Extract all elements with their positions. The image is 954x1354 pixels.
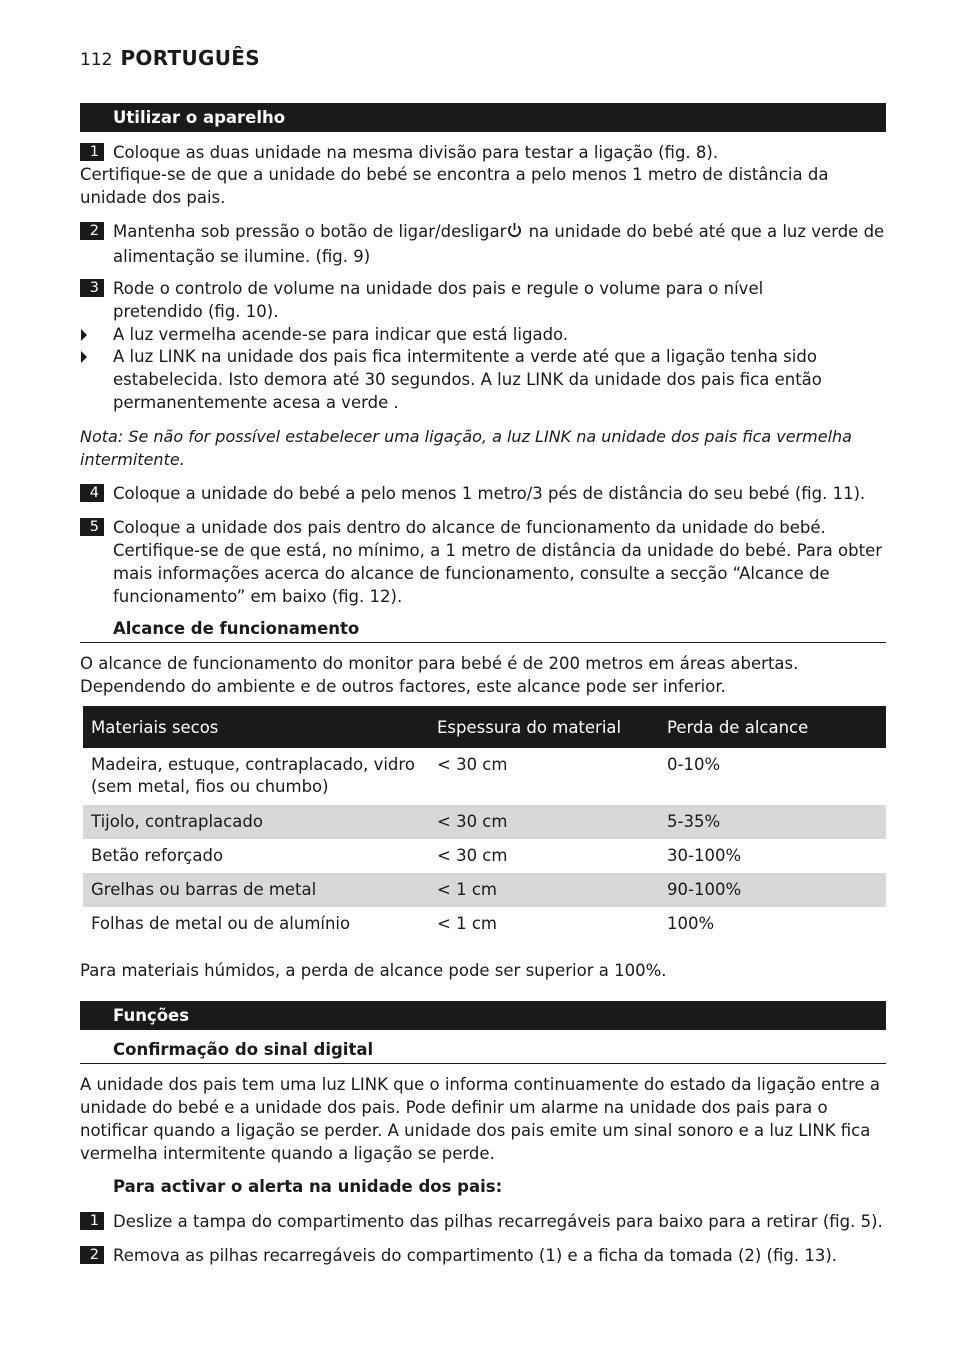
table-cell: < 30 cm	[437, 846, 508, 865]
table-cell: Betão reforçado	[91, 846, 224, 865]
paragraph-distance: Certifique-se de que a unidade do bebé se encontra a pelo menos 1 metro de distância da unidade dos pais.	[80, 165, 829, 207]
step-4	[80, 482, 886, 505]
table-cell: Tijolo, contraplacado	[83, 805, 429, 839]
bullet-red-light	[80, 323, 886, 346]
step-number: 5	[80, 518, 104, 536]
subheading-text: Para activar o alerta na unidade dos pais:	[113, 1177, 503, 1196]
bullet-arrow-icon	[81, 329, 87, 341]
table-header: Perda de alcance	[659, 706, 886, 748]
page-header	[80, 46, 260, 70]
table-header-row	[83, 706, 886, 748]
section-bar-use	[80, 103, 886, 132]
subheading-text: Alcance de funcionamento	[113, 619, 360, 638]
table-header: Materiais secos	[83, 706, 429, 748]
subheading-range	[80, 618, 886, 643]
table-cell: < 1 cm	[437, 914, 497, 933]
section-title: Funções	[113, 1006, 190, 1025]
page-number: 112	[80, 50, 113, 70]
table-row	[83, 839, 886, 873]
step-text: Remova as pilhas recarregáveis do compartimento (1) e a ficha da tomada (2) (fig. 13).	[113, 1246, 838, 1265]
table-cell: 90-100%	[659, 873, 886, 907]
step-text-part: Mantenha sob pressão o botão de ligar/desligar	[113, 222, 507, 241]
table-cell: < 30 cm	[437, 755, 508, 774]
language-title: PORTUGUÊS	[120, 46, 260, 70]
paragraph-humid: Para materiais húmidos, a perda de alcance pode ser superior a 100%.	[80, 961, 667, 980]
range-table	[83, 706, 886, 941]
bullet-link-light	[80, 345, 886, 414]
table-row	[83, 907, 886, 941]
power-icon	[506, 222, 523, 245]
step-number: 1	[80, 143, 104, 161]
subheading-signal	[80, 1039, 886, 1064]
alert-step-1	[80, 1210, 886, 1233]
step-text: Coloque a unidade dos pais dentro do alcance de funcionamento da unidade do bebé. Certifique-se de que está, no mínimo, a 1 metro de distância da unidade do bebé. Para obter mais informações acerca do alcance de funcionamento, consulte a secção “Alcance de funcionamento” em baixo (fig. 12).	[113, 518, 882, 606]
table-row	[83, 873, 886, 907]
step-2	[80, 220, 886, 268]
table-cell: Madeira, estuque, contraplacado, vidro (sem metal, fios ou chumbo)	[91, 755, 415, 796]
table-cell: Folhas de metal ou de alumínio	[91, 914, 351, 933]
section-bar-functions	[80, 1001, 886, 1030]
section-title: Utilizar o aparelho	[113, 108, 286, 127]
step-5	[80, 516, 886, 608]
table-cell: 100%	[667, 914, 715, 933]
step-text: Rode o controlo de volume na unidade dos pais e regule o volume para o nível pretendido (fig. 10).	[113, 279, 764, 321]
step-text-part: na unidade do bebé até que a luz verde de alimentação se ilumine. (fig. 9)	[113, 222, 885, 266]
subheading-text: Confirmação do sinal digital	[113, 1040, 374, 1059]
note-text: Nota: Se não for possível estabelecer uma ligação, a luz LINK na unidade dos pais fica vermelha intermitente.	[80, 427, 852, 469]
step-number: 4	[80, 484, 104, 502]
bullet-text: A luz LINK na unidade dos pais fica intermitente a verde até que a ligação tenha sido estabelecida. Isto demora até 30 segundos. A luz LINK da unidade dos pais fica então permanentemente acesa a verde .	[113, 347, 822, 412]
step-3	[80, 277, 886, 323]
step-number: 2	[80, 222, 104, 240]
paragraph-link-light: A unidade dos pais tem uma luz LINK que o informa continuamente do estado da ligação entre a unidade do bebé e a unidade dos pais. Pode definir um alarme na unidade dos pais para o notificar quando a ligação se perder. A unidade dos pais emite um sinal sonoro e a luz LINK fica vermelha intermitente quando a ligação se perde.	[80, 1075, 881, 1163]
step-number: 2	[80, 1246, 104, 1264]
bullet-text: A luz vermelha acende-se para indicar que está ligado.	[113, 325, 569, 344]
alert-step-2	[80, 1244, 886, 1267]
step-number: 1	[80, 1212, 104, 1230]
table-cell: Grelhas ou barras de metal	[83, 873, 429, 907]
table-cell: 5-35%	[659, 805, 886, 839]
subheading-alert	[80, 1176, 886, 1198]
table-row	[83, 805, 886, 839]
table-cell: < 1 cm	[429, 873, 659, 907]
table-cell: 30-100%	[667, 846, 742, 865]
table-cell: 0-10%	[667, 755, 721, 774]
step-text: Coloque a unidade do bebé a pelo menos 1 metro/3 pés de distância do seu bebé (fig. 11).	[113, 484, 866, 503]
step-number: 3	[80, 279, 104, 297]
step-text	[113, 220, 886, 268]
bullet-arrow-icon	[81, 351, 87, 363]
step-text: Coloque as duas unidade na mesma divisão para testar a ligação (fig. 8).	[113, 143, 719, 162]
paragraph-range-intro: O alcance de funcionamento do monitor para bebé é de 200 metros em áreas abertas. Dependendo do ambiente e de outros factores, este alcance pode ser inferior.	[80, 654, 799, 696]
step-text: Deslize a tampa do compartimento das pilhas recarregáveis para baixo para a retirar (fig. 5).	[113, 1212, 883, 1231]
table-row	[83, 748, 886, 805]
step-1	[80, 141, 886, 164]
table-cell: < 30 cm	[429, 805, 659, 839]
table-header: Espessura do material	[429, 706, 659, 748]
